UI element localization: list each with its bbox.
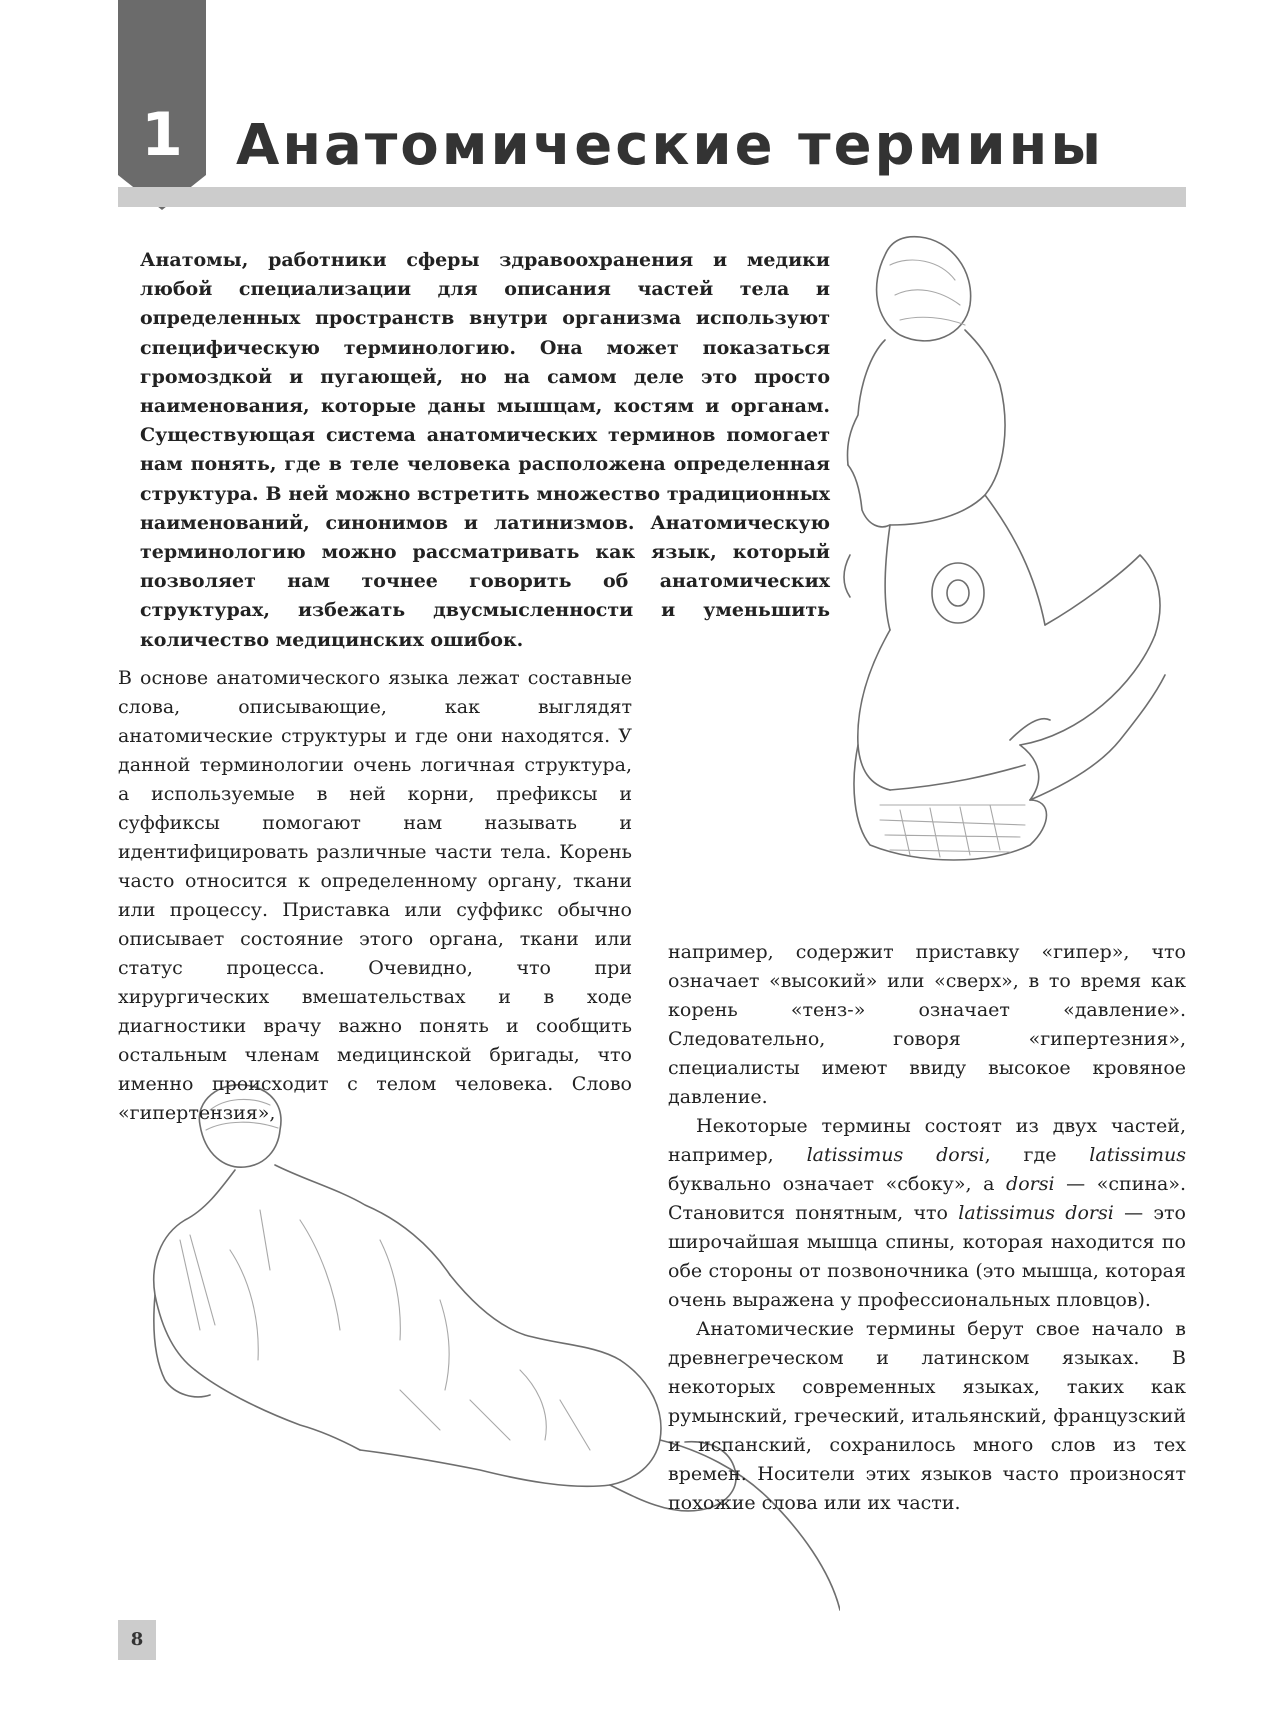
intro-paragraph: Анатомы, работники сферы здравоохранения и медики любой специализации для описания частей тела и определенных пространств внутри организма используют специфическую терминологию. Она может показаться громоздкой и пугающей, но на самом деле это просто наименования, которые даны мышцам, костям и органам. Существующая система анатомических терминов помогает нам понять, где в теле человека расположена определенная структура. В ней можно встретить множество традиционных наименований, синонимов и латинизмов. Анатомическую терминологию можно рассматривать как язык, который позволяет нам точнее говорить об анатомических структурах, избежать двусмысленности и уменьшить количество медицинских ошибок. bbox=[140, 249, 830, 651]
p2-text-c: буквально означает «сбоку», а bbox=[668, 1173, 1007, 1195]
standing-figure-sketch bbox=[790, 225, 1260, 945]
page-number: 8 bbox=[118, 1620, 156, 1660]
chapter-number: 1 bbox=[141, 100, 183, 170]
body-right-column bbox=[668, 938, 1186, 1518]
p2-term-4: latissimus dorsi bbox=[958, 1202, 1114, 1224]
p2-text-d: — «спина». Становится понятным, что bbox=[668, 1173, 1186, 1224]
p2-text-a: Некоторые термины состоят из двух частей, например, bbox=[668, 1115, 1186, 1166]
title-rule bbox=[118, 187, 1186, 207]
continuation-paragraph: например, содержит приставку «гипер», что означает «высокий» или «сверх», в то время как корень «тенз-» означает «давление». Следовательно, говоря «гипертезния», специалисты имеют ввиду высокое кровяное давление. bbox=[668, 941, 1186, 1108]
body-left-column: В основе анатомического языка лежат составные слова, описывающие, как выглядят анатомические структуры и где они находятся. У данной терминологии очень логичная структура, а используемые в ней корни, префиксы и суффиксы помогают нам называть и идентифицировать различные части тела. Корень часто относится к определенному органу, ткани или процессу. Приставка или суффикс обычно описывает состояние этого органа, ткани или статус процесса. Очевидно, что при хирургических вмешательствах и в ходе диагностики врачу важно понять и сообщить остальным членам медицинской бригады, что именно происходит с телом человека. Слово «гипертензия», bbox=[118, 667, 632, 1124]
chapter-title: Анатомические термины bbox=[236, 113, 1104, 178]
p2-text-b: , где bbox=[984, 1144, 1090, 1166]
origins-paragraph: Анатомические термины берут свое начало в древнегреческом и латинском языках. В некоторых современных языках, таких как румынский, греческий, итальянский, французский и испанский, сохранилось много слов из тех времен. Носители этих языков часто произносят похожие слова или их части. bbox=[668, 1318, 1186, 1514]
p2-text-e: — это широчайшая мышца спины, которая находится по обе стороны от позвоночника (это мышца, которая очень выражена у профессиональных пловцов). bbox=[668, 1202, 1186, 1311]
p2-term-1: latissimus dorsi bbox=[806, 1144, 985, 1166]
latissimus-paragraph bbox=[668, 1112, 1186, 1315]
p2-term-3: dorsi bbox=[1006, 1173, 1055, 1195]
p2-term-2: latissimus bbox=[1089, 1144, 1186, 1166]
